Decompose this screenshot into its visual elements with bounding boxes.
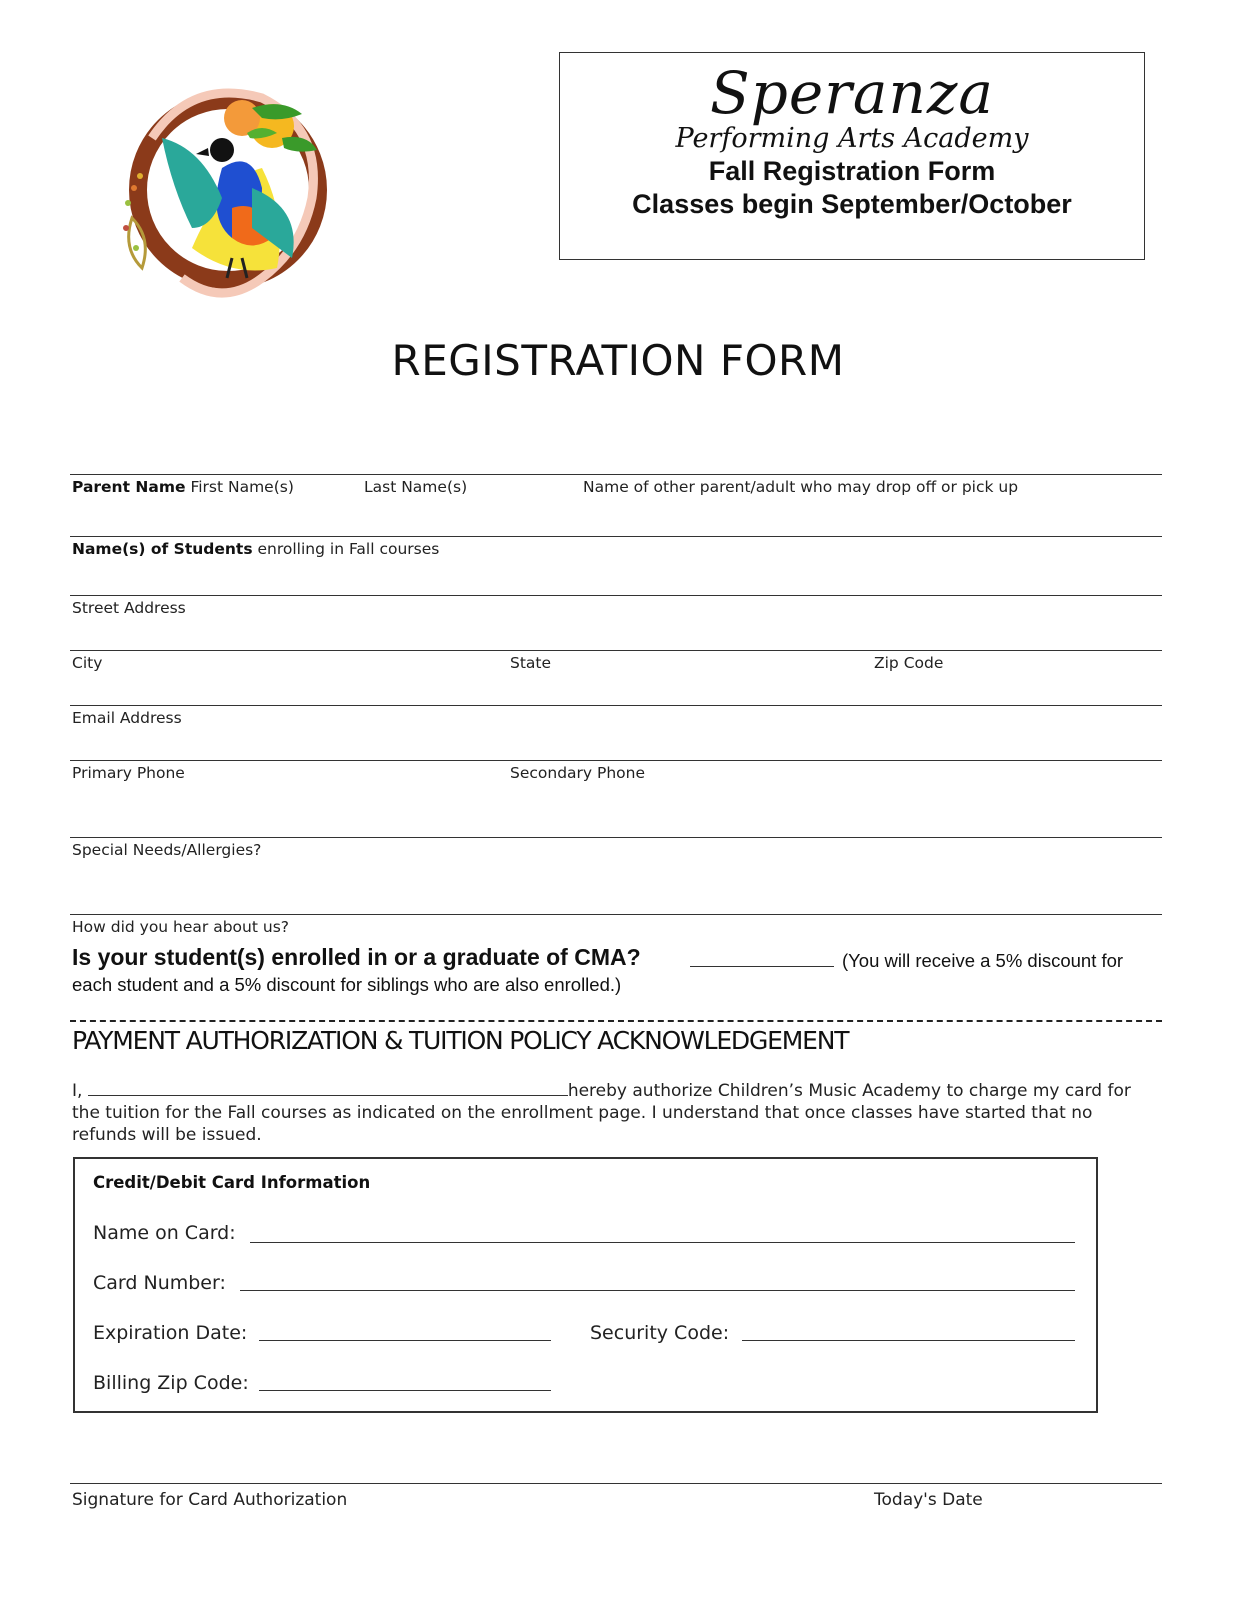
rule-students [70,536,1162,537]
classes-begin-line: Classes begin September/October [632,189,1072,219]
todays-date-label: Today's Date [874,1490,983,1510]
street-label[interactable]: Street Address [72,599,186,617]
section-divider [70,1020,1162,1022]
rule-parent [70,474,1162,475]
security-code-label: Security Code: [590,1322,730,1344]
auth-prefix: I, [72,1081,83,1101]
card-number-field[interactable] [240,1290,1075,1291]
first-names-label: First Name(s) [190,478,294,496]
auth-body: hereby authorize Children’s Music Academy to charge my card for the tuition for the Fall courses as indicated on the enrollment page. I understand that once classes have started that no refunds will be issued. [72,1081,1131,1145]
parent-name-label[interactable] [72,478,294,496]
email-label[interactable]: Email Address [72,709,182,727]
students-rest: enrolling in Fall courses [257,540,440,558]
expiration-label: Expiration Date: [93,1322,248,1344]
page-title: REGISTRATION FORM [391,336,845,385]
last-names-label[interactable]: Last Name(s) [364,478,468,496]
signature-rule[interactable] [70,1483,1162,1484]
secondary-phone-label[interactable]: Secondary Phone [510,764,646,782]
billing-zip-field[interactable] [259,1390,551,1391]
card-info-title: Credit/Debit Card Information [93,1173,371,1192]
hear-about-label[interactable]: How did you hear about us? [72,918,289,936]
brand-subtitle: Performing Arts Academy [675,123,1029,154]
parent-name-bold: Parent Name [72,478,186,496]
cma-question: Is your student(s) enrolled in or a graduate of CMA? [72,944,641,970]
authorization-paragraph [72,1080,1162,1146]
primary-phone-label[interactable]: Primary Phone [72,764,185,782]
payment-heading: PAYMENT AUTHORIZATION & TUITION POLICY ACKNOWLEDGEMENT [72,1026,849,1055]
state-label[interactable]: State [510,654,552,672]
name-on-card-label: Name on Card: [93,1222,236,1244]
cma-answer-blank[interactable] [690,966,834,967]
rule-hear [70,914,1162,915]
academy-logo [112,78,348,308]
authorizer-name-blank[interactable] [88,1081,568,1096]
special-needs-label[interactable]: Special Needs/Allergies? [72,841,262,859]
name-on-card-field[interactable] [250,1242,1075,1243]
rule-street [70,595,1162,596]
security-code-field[interactable] [742,1340,1075,1341]
other-parent-label[interactable]: Name of other parent/adult who may drop off or pick up [583,478,1019,496]
zip-label[interactable]: Zip Code [874,654,944,672]
students-bold: Name(s) of Students [72,540,253,558]
city-label[interactable]: City [72,654,103,672]
students-label[interactable] [72,540,439,558]
rule-phone [70,760,1162,761]
cma-discount-note: (You will receive a 5% discount for [842,950,1124,971]
brand-name: Speranza [710,59,994,127]
card-number-label: Card Number: [93,1272,226,1294]
rule-city [70,650,1162,651]
rule-email [70,705,1162,706]
rule-special [70,837,1162,838]
billing-zip-label: Billing Zip Code: [93,1372,249,1394]
expiration-field[interactable] [259,1340,551,1341]
form-season-title: Fall Registration Form [708,156,996,186]
signature-label: Signature for Card Authorization [72,1490,348,1510]
header-box [559,52,1145,260]
cma-discount-note-cont: each student and a 5% discount for siblings who are also enrolled.) [72,974,622,995]
